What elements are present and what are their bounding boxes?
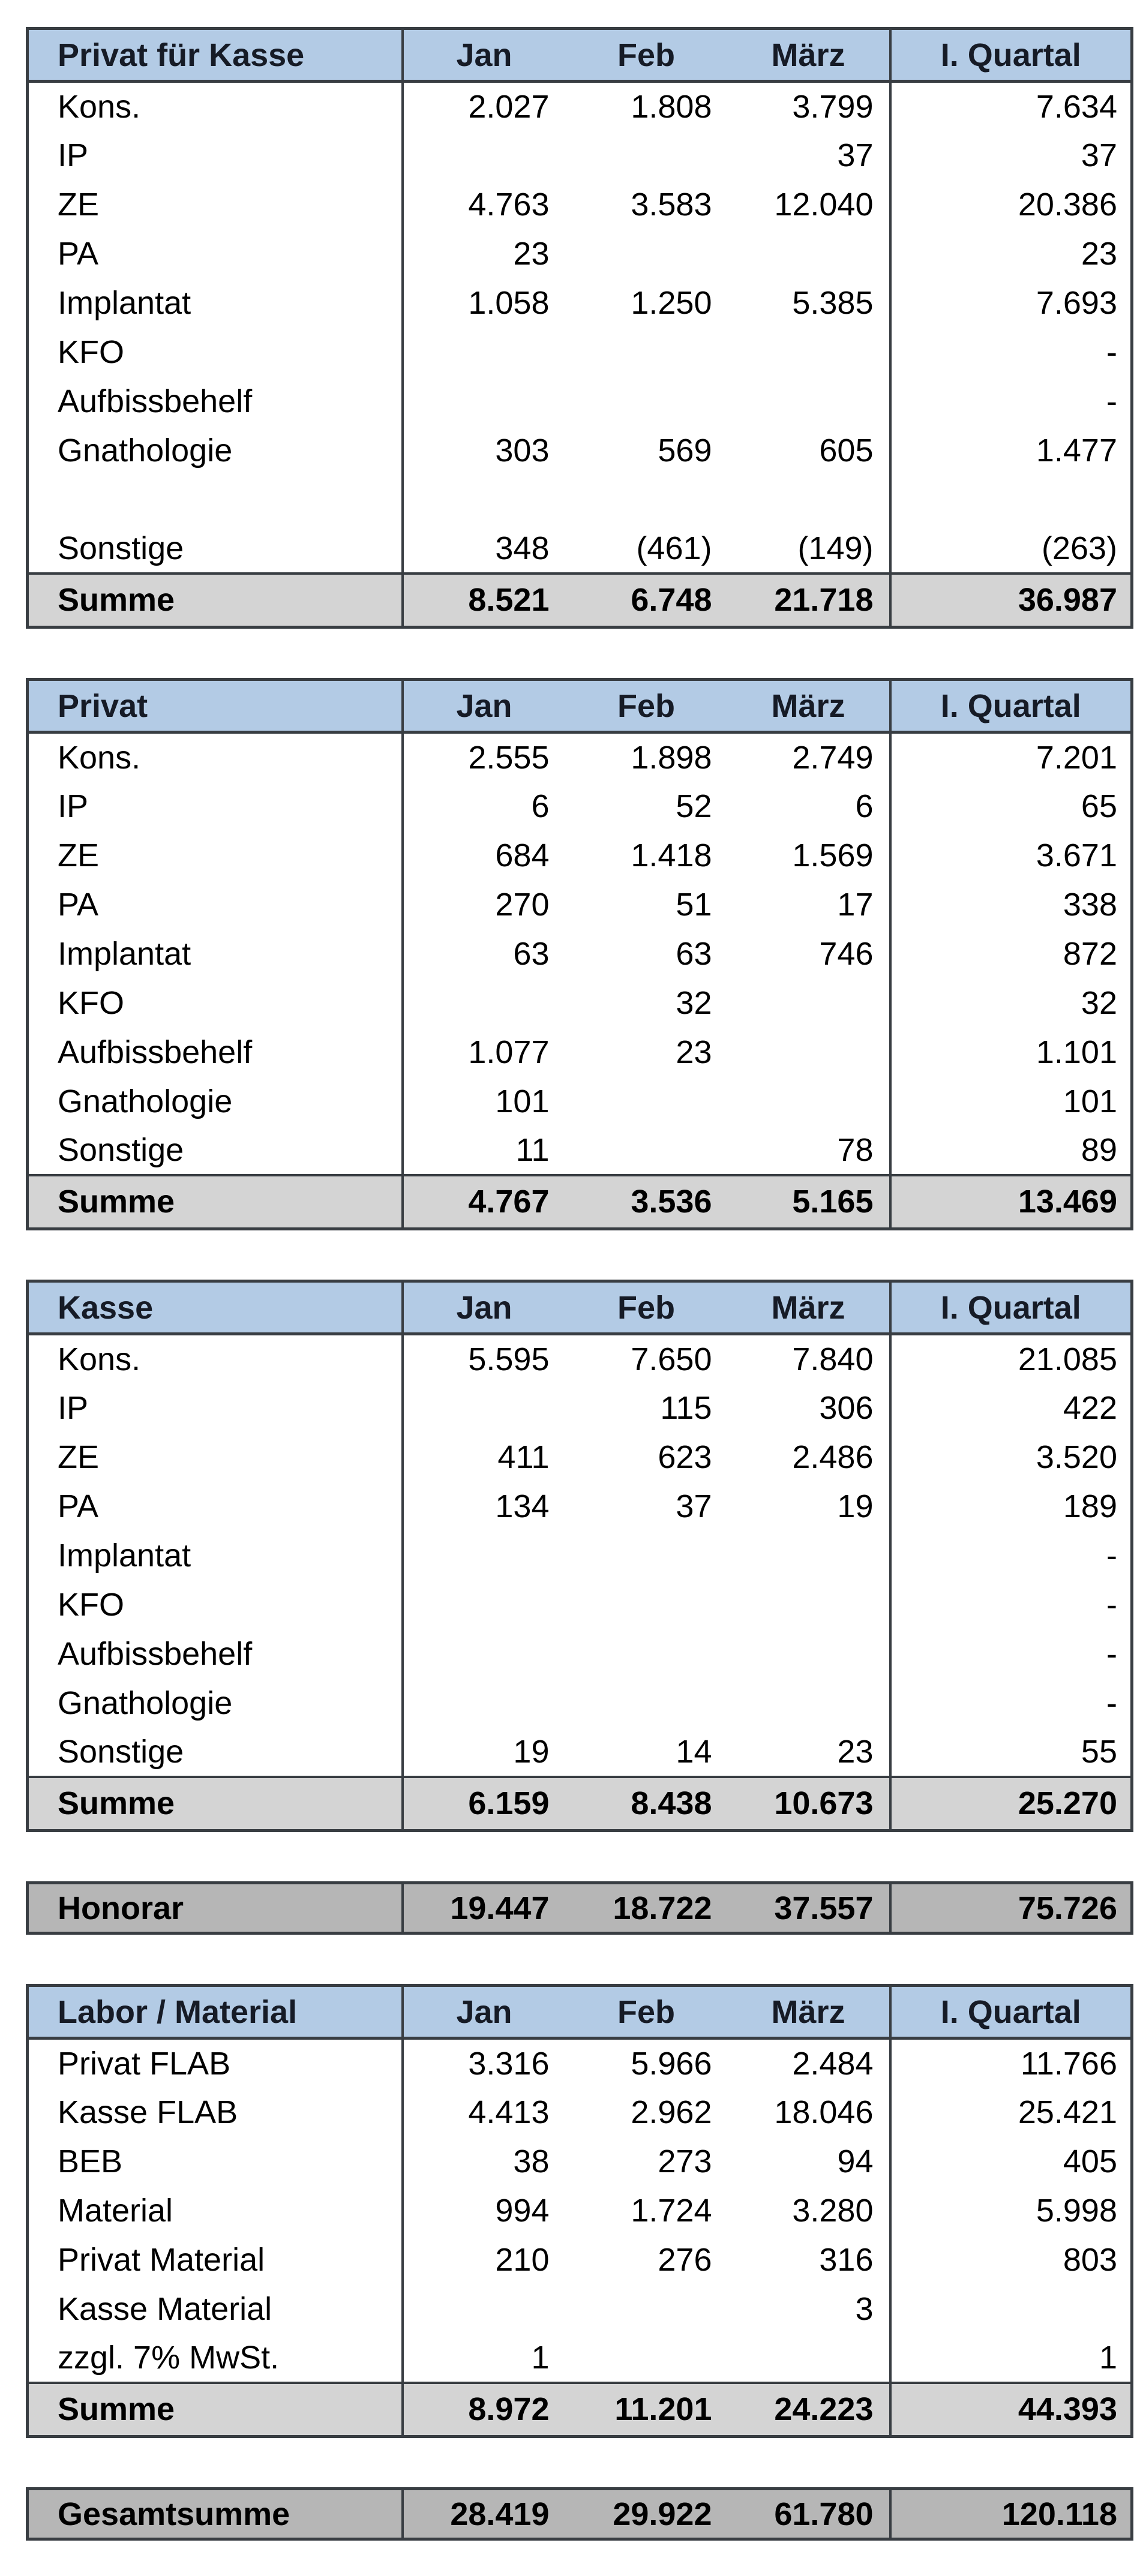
gesamtsumme-label: Gesamtsumme bbox=[28, 2489, 403, 2539]
table-row bbox=[28, 278, 1132, 328]
row-label: PA bbox=[58, 886, 99, 923]
row-label: BEB bbox=[58, 2143, 123, 2179]
honorar-label: Honorar bbox=[28, 1883, 403, 1933]
cell-quartal: 32 bbox=[890, 978, 1132, 1028]
cell-feb bbox=[565, 1531, 728, 1580]
cell-quartal bbox=[890, 2284, 1132, 2334]
cell-maerz: (149) bbox=[797, 530, 874, 566]
row-label: IP bbox=[58, 1389, 89, 1426]
cell-jan: 3.316 bbox=[403, 2038, 565, 2088]
cell-feb: 623 bbox=[658, 1439, 712, 1475]
cell-maerz: 306 bbox=[819, 1389, 874, 1426]
cell-maerz: 10.673 bbox=[728, 1777, 890, 1831]
cell-quartal: (263) bbox=[890, 524, 1132, 574]
column-header-feb: Feb bbox=[565, 29, 728, 82]
cell-feb: 1.418 bbox=[631, 837, 712, 873]
header-row bbox=[28, 29, 1132, 82]
cell-quartal: 5.998 bbox=[890, 2186, 1132, 2235]
cell-feb: 569 bbox=[658, 432, 712, 469]
table-kasse-grid bbox=[26, 1280, 1133, 1832]
cell-maerz bbox=[728, 1077, 890, 1126]
row-label: Privat FLAB bbox=[58, 2045, 231, 2082]
row-label bbox=[28, 475, 403, 524]
row-label: ZE bbox=[58, 1439, 100, 1475]
cell-jan: 210 bbox=[403, 2235, 565, 2284]
row-label: Implantat bbox=[58, 284, 191, 321]
cell-feb: 8.438 bbox=[565, 1777, 728, 1831]
summe-row bbox=[28, 1175, 1132, 1229]
column-header-jan: Jan bbox=[403, 29, 565, 82]
cell-quartal: 25.270 bbox=[890, 1777, 1132, 1831]
row-label: Sonstige bbox=[58, 1733, 184, 1770]
cell-quartal: 23 bbox=[890, 229, 1132, 278]
cell-quartal: 11.766 bbox=[890, 2038, 1132, 2088]
cell-quartal bbox=[890, 475, 1132, 524]
cell-quartal: 25.421 bbox=[890, 2088, 1132, 2137]
cell-maerz: 24.223 bbox=[728, 2383, 890, 2437]
cell-quartal: 101 bbox=[890, 1077, 1132, 1126]
table-row bbox=[28, 1728, 1132, 1777]
column-header-jan: Jan bbox=[403, 1986, 565, 2038]
cell-maerz: 746 bbox=[819, 935, 874, 972]
row-label: PA bbox=[58, 1488, 99, 1524]
cell-maerz: 5.385 bbox=[792, 284, 874, 321]
cell-jan bbox=[403, 1383, 565, 1433]
table-privat-grid bbox=[26, 678, 1133, 1230]
cell-maerz: 37 bbox=[837, 137, 874, 173]
table-row bbox=[28, 2088, 1132, 2137]
row-label: Kons. bbox=[58, 739, 141, 776]
cell-maerz: 3 bbox=[855, 2290, 874, 2327]
cell-quartal: - bbox=[890, 1580, 1132, 1629]
header-row bbox=[28, 1986, 1132, 2038]
cell-quartal: 7.634 bbox=[890, 82, 1132, 131]
cell-feb: 115 bbox=[660, 1389, 712, 1426]
summe-row bbox=[28, 574, 1132, 628]
cell-feb: 1.250 bbox=[631, 284, 712, 321]
cell-maerz: 17 bbox=[837, 886, 874, 923]
cell-jan: 684 bbox=[403, 831, 565, 880]
cell-quartal: - bbox=[890, 377, 1132, 426]
table-row bbox=[28, 2038, 1132, 2088]
table-row bbox=[28, 1126, 1132, 1175]
row-label: Kasse FLAB bbox=[58, 2094, 238, 2130]
column-header-maerz: März bbox=[728, 1281, 890, 1334]
row-label: KFO bbox=[58, 1586, 125, 1623]
row-label: ZE bbox=[58, 186, 100, 223]
table-title: Privat bbox=[28, 680, 403, 732]
cell-quartal: - bbox=[890, 328, 1132, 377]
table-row bbox=[28, 1679, 1132, 1728]
cell-quartal: - bbox=[890, 1629, 1132, 1679]
cell-jan bbox=[403, 377, 565, 426]
cell-quartal: 1.101 bbox=[890, 1028, 1132, 1077]
cell-maerz: 21.718 bbox=[728, 574, 890, 628]
table-privat bbox=[26, 678, 1140, 1230]
cell-jan bbox=[403, 1531, 565, 1580]
gesamtsumme-row bbox=[28, 2489, 1132, 2539]
cell-jan: 348 bbox=[403, 524, 565, 574]
table-privat-fuer-kasse bbox=[26, 27, 1140, 629]
table-row bbox=[28, 732, 1132, 782]
cell-jan: 28.419 bbox=[403, 2489, 565, 2539]
cell-feb: 5.966 bbox=[631, 2045, 712, 2082]
table-row bbox=[28, 524, 1132, 574]
cell-jan bbox=[403, 328, 565, 377]
cell-quartal: 120.118 bbox=[890, 2489, 1132, 2539]
row-label: Sonstige bbox=[58, 530, 184, 566]
table-row bbox=[28, 2186, 1132, 2235]
cell-jan: 4.767 bbox=[403, 1175, 565, 1229]
table-row bbox=[28, 1482, 1132, 1531]
cell-quartal: 422 bbox=[890, 1383, 1132, 1433]
cell-quartal: 89 bbox=[890, 1126, 1132, 1175]
column-header-jan: Jan bbox=[403, 680, 565, 732]
row-label: Kons. bbox=[58, 88, 141, 125]
table-title: Privat für Kasse bbox=[28, 29, 403, 82]
column-header-quartal: I. Quartal bbox=[890, 1281, 1132, 1334]
cell-feb: 63 bbox=[676, 935, 712, 972]
cell-jan: 4.763 bbox=[403, 180, 565, 229]
column-header-quartal: I. Quartal bbox=[890, 680, 1132, 732]
table-row bbox=[28, 2284, 1132, 2334]
row-label: Material bbox=[58, 2192, 173, 2229]
table-row bbox=[28, 131, 1132, 180]
cell-jan: 134 bbox=[403, 1482, 565, 1531]
cell-maerz: 7.840 bbox=[792, 1341, 874, 1377]
cell-maerz: 18.046 bbox=[774, 2094, 874, 2130]
row-label: IP bbox=[58, 788, 89, 824]
cell-maerz: 2.484 bbox=[792, 2045, 874, 2082]
column-header-quartal: I. Quartal bbox=[890, 1986, 1132, 2038]
cell-jan: 411 bbox=[403, 1433, 565, 1482]
cell-jan: 994 bbox=[403, 2186, 565, 2235]
header-row bbox=[28, 680, 1132, 732]
cell-quartal: 65 bbox=[890, 782, 1132, 831]
cell-quartal: 13.469 bbox=[890, 1175, 1132, 1229]
cell-feb: (461) bbox=[636, 530, 712, 566]
table-row bbox=[28, 229, 1132, 278]
cell-jan: 1.077 bbox=[403, 1028, 565, 1077]
summe-label: Summe bbox=[28, 2383, 403, 2437]
cell-jan: 2.555 bbox=[403, 732, 565, 782]
table-row bbox=[28, 1383, 1132, 1433]
table-title: Kasse bbox=[28, 1281, 403, 1334]
cell-feb: 1.724 bbox=[631, 2192, 712, 2229]
cell-jan: 1 bbox=[403, 2334, 565, 2383]
table-row bbox=[28, 426, 1132, 475]
table-row bbox=[28, 82, 1132, 131]
row-label: KFO bbox=[58, 984, 125, 1021]
row-label: Privat Material bbox=[58, 2241, 265, 2278]
cell-maerz bbox=[728, 978, 890, 1028]
cell-jan: 63 bbox=[403, 929, 565, 978]
cell-maerz bbox=[728, 377, 890, 426]
cell-maerz: 94 bbox=[837, 2143, 874, 2179]
row-label: Aufbissbehelf bbox=[58, 383, 253, 419]
row-label: Gnathologie bbox=[58, 432, 233, 469]
cell-jan: 38 bbox=[403, 2137, 565, 2186]
summe-label: Summe bbox=[28, 1175, 403, 1229]
row-label: zzgl. 7% MwSt. bbox=[58, 2339, 280, 2376]
cell-quartal: 20.386 bbox=[890, 180, 1132, 229]
cell-maerz: 6 bbox=[855, 788, 874, 824]
table-row bbox=[28, 1629, 1132, 1679]
cell-jan: 303 bbox=[403, 426, 565, 475]
table-honorar bbox=[26, 1881, 1140, 1935]
cell-quartal: 55 bbox=[890, 1728, 1132, 1777]
cell-maerz: 78 bbox=[837, 1131, 874, 1168]
table-row bbox=[28, 831, 1132, 880]
cell-maerz bbox=[728, 2334, 890, 2383]
table-row bbox=[28, 180, 1132, 229]
cell-quartal: 7.693 bbox=[890, 278, 1132, 328]
table-row bbox=[28, 880, 1132, 929]
cell-quartal: 3.671 bbox=[890, 831, 1132, 880]
table-row bbox=[28, 1028, 1132, 1077]
summe-label: Summe bbox=[28, 1777, 403, 1831]
column-header-feb: Feb bbox=[565, 680, 728, 732]
cell-quartal: - bbox=[890, 1531, 1132, 1580]
row-label: Implantat bbox=[58, 935, 191, 972]
cell-jan bbox=[403, 1580, 565, 1629]
cell-feb: 52 bbox=[676, 788, 712, 824]
cell-feb bbox=[565, 475, 728, 524]
cell-maerz: 1.569 bbox=[792, 837, 874, 873]
row-label: ZE bbox=[58, 837, 100, 873]
cell-maerz: 605 bbox=[819, 432, 874, 469]
table-labor-material bbox=[26, 1984, 1140, 2438]
cell-feb bbox=[565, 1077, 728, 1126]
table-row bbox=[28, 929, 1132, 978]
cell-maerz: 3.280 bbox=[792, 2192, 874, 2229]
table-gesamtsumme-grid bbox=[26, 2487, 1133, 2541]
column-header-feb: Feb bbox=[565, 1281, 728, 1334]
cell-feb: 1.898 bbox=[631, 739, 712, 776]
cell-feb: 1.808 bbox=[631, 88, 712, 125]
cell-feb: 6.748 bbox=[565, 574, 728, 628]
cell-feb bbox=[565, 2334, 728, 2383]
cell-maerz bbox=[728, 328, 890, 377]
table-row bbox=[28, 2235, 1132, 2284]
cell-maerz: 23 bbox=[837, 1733, 874, 1770]
cell-feb: 37 bbox=[676, 1488, 712, 1524]
honorar-row bbox=[28, 1883, 1132, 1933]
row-label: Gnathologie bbox=[58, 1685, 233, 1721]
cell-maerz bbox=[728, 1028, 890, 1077]
cell-jan bbox=[403, 475, 565, 524]
cell-maerz: 2.486 bbox=[792, 1439, 874, 1475]
cell-feb bbox=[565, 1629, 728, 1679]
table-row bbox=[28, 1334, 1132, 1383]
cell-feb: 14 bbox=[676, 1733, 712, 1770]
cell-jan: 8.521 bbox=[403, 574, 565, 628]
table-title: Labor / Material bbox=[28, 1986, 403, 2038]
cell-feb: 276 bbox=[658, 2241, 712, 2278]
cell-feb bbox=[565, 1679, 728, 1728]
cell-jan: 19 bbox=[403, 1728, 565, 1777]
cell-jan bbox=[403, 1679, 565, 1728]
cell-feb: 3.536 bbox=[565, 1175, 728, 1229]
summe-label: Summe bbox=[28, 574, 403, 628]
table-row bbox=[28, 1433, 1132, 1482]
cell-feb bbox=[565, 377, 728, 426]
cell-feb: 29.922 bbox=[565, 2489, 728, 2539]
cell-feb: 273 bbox=[658, 2143, 712, 2179]
cell-feb bbox=[565, 2284, 728, 2334]
cell-maerz: 61.780 bbox=[728, 2489, 890, 2539]
cell-jan: 2.027 bbox=[403, 82, 565, 131]
cell-feb bbox=[565, 1126, 728, 1175]
cell-jan: 23 bbox=[403, 229, 565, 278]
cell-feb bbox=[565, 328, 728, 377]
cell-maerz: 37.557 bbox=[728, 1883, 890, 1933]
cell-maerz bbox=[728, 1629, 890, 1679]
cell-quartal: - bbox=[890, 1679, 1132, 1728]
column-header-maerz: März bbox=[728, 29, 890, 82]
row-label: Sonstige bbox=[58, 1131, 184, 1168]
cell-jan: 270 bbox=[403, 880, 565, 929]
summe-row bbox=[28, 2383, 1132, 2437]
table-kasse bbox=[26, 1280, 1140, 1832]
cell-feb bbox=[565, 1580, 728, 1629]
cell-maerz bbox=[728, 1580, 890, 1629]
cell-quartal: 37 bbox=[890, 131, 1132, 180]
row-label: Kasse Material bbox=[58, 2290, 272, 2327]
cell-feb: 3.583 bbox=[631, 186, 712, 223]
table-privat-fuer-kasse-grid bbox=[26, 27, 1133, 629]
cell-jan: 19.447 bbox=[403, 1883, 565, 1933]
table-labor-material-grid bbox=[26, 1984, 1133, 2438]
cell-feb: 51 bbox=[676, 886, 712, 923]
table-row bbox=[28, 328, 1132, 377]
cell-jan bbox=[403, 2284, 565, 2334]
table-row bbox=[28, 1531, 1132, 1580]
cell-jan: 11 bbox=[403, 1126, 565, 1175]
cell-maerz bbox=[728, 229, 890, 278]
cell-quartal: 75.726 bbox=[890, 1883, 1132, 1933]
cell-maerz bbox=[728, 475, 890, 524]
cell-quartal: 189 bbox=[890, 1482, 1132, 1531]
column-header-quartal: I. Quartal bbox=[890, 29, 1132, 82]
cell-maerz: 2.749 bbox=[792, 739, 874, 776]
cell-feb: 32 bbox=[676, 984, 712, 1021]
cell-maerz: 12.040 bbox=[774, 186, 874, 223]
row-label: IP bbox=[58, 137, 89, 173]
table-row bbox=[28, 2334, 1132, 2383]
cell-jan: 5.595 bbox=[403, 1334, 565, 1383]
header-row bbox=[28, 1281, 1132, 1334]
cell-maerz bbox=[728, 1679, 890, 1728]
row-label: KFO bbox=[58, 334, 125, 370]
table-row bbox=[28, 1077, 1132, 1126]
table-row bbox=[28, 475, 1132, 524]
table-honorar-grid bbox=[26, 1881, 1133, 1935]
row-label: Aufbissbehelf bbox=[58, 1635, 253, 1672]
cell-jan: 8.972 bbox=[403, 2383, 565, 2437]
row-label: Implantat bbox=[58, 1537, 191, 1574]
cell-quartal: 7.201 bbox=[890, 732, 1132, 782]
column-header-maerz: März bbox=[728, 1986, 890, 2038]
cell-jan bbox=[403, 131, 565, 180]
cell-quartal: 44.393 bbox=[890, 2383, 1132, 2437]
table-row bbox=[28, 377, 1132, 426]
cell-jan bbox=[403, 1629, 565, 1679]
table-row bbox=[28, 1580, 1132, 1629]
row-label: Gnathologie bbox=[58, 1083, 233, 1119]
cell-jan: 6 bbox=[403, 782, 565, 831]
row-label: PA bbox=[58, 235, 99, 272]
cell-quartal: 803 bbox=[890, 2235, 1132, 2284]
cell-maerz: 3.799 bbox=[792, 88, 874, 125]
cell-maerz: 316 bbox=[819, 2241, 874, 2278]
cell-maerz: 5.165 bbox=[728, 1175, 890, 1229]
cell-maerz bbox=[728, 1531, 890, 1580]
cell-jan bbox=[403, 978, 565, 1028]
cell-feb: 2.962 bbox=[631, 2094, 712, 2130]
cell-jan: 6.159 bbox=[403, 1777, 565, 1831]
cell-jan: 1.058 bbox=[403, 278, 565, 328]
table-gesamtsumme bbox=[26, 2487, 1140, 2541]
cell-maerz: 19 bbox=[837, 1488, 874, 1524]
cell-quartal: 3.520 bbox=[890, 1433, 1132, 1482]
cell-quartal: 405 bbox=[890, 2137, 1132, 2186]
row-label: Aufbissbehelf bbox=[58, 1034, 253, 1070]
cell-quartal: 36.987 bbox=[890, 574, 1132, 628]
cell-jan: 101 bbox=[403, 1077, 565, 1126]
cell-quartal: 1 bbox=[890, 2334, 1132, 2383]
cell-quartal: 872 bbox=[890, 929, 1132, 978]
table-row bbox=[28, 2137, 1132, 2186]
table-row bbox=[28, 782, 1132, 831]
cell-quartal: 1.477 bbox=[890, 426, 1132, 475]
cell-feb: 7.650 bbox=[631, 1341, 712, 1377]
row-label: Kons. bbox=[58, 1341, 141, 1377]
cell-quartal: 338 bbox=[890, 880, 1132, 929]
cell-quartal: 21.085 bbox=[890, 1334, 1132, 1383]
column-header-maerz: März bbox=[728, 680, 890, 732]
summe-row bbox=[28, 1777, 1132, 1831]
cell-feb: 11.201 bbox=[565, 2383, 728, 2437]
cell-jan: 4.413 bbox=[403, 2088, 565, 2137]
column-header-jan: Jan bbox=[403, 1281, 565, 1334]
cell-feb bbox=[565, 229, 728, 278]
column-header-feb: Feb bbox=[565, 1986, 728, 2038]
cell-feb: 18.722 bbox=[565, 1883, 728, 1933]
table-row bbox=[28, 978, 1132, 1028]
cell-feb bbox=[565, 131, 728, 180]
cell-feb: 23 bbox=[676, 1034, 712, 1070]
